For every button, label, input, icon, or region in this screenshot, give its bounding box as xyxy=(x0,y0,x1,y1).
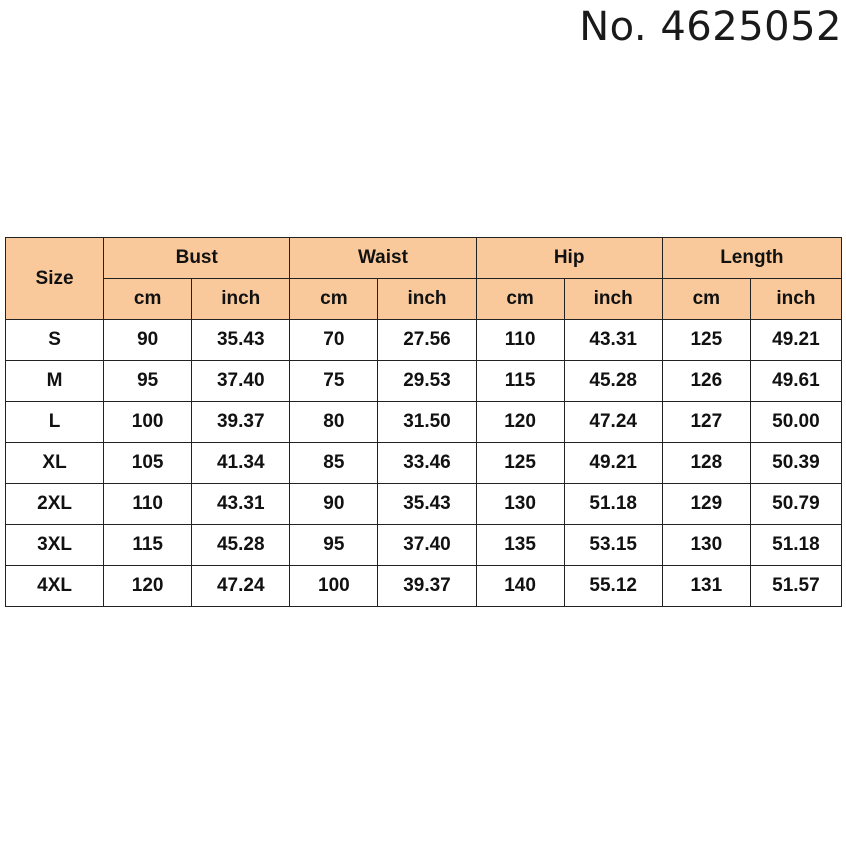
table-cell: 27.56 xyxy=(378,320,476,361)
table-row xyxy=(6,443,842,484)
table-cell: 127 xyxy=(662,402,750,443)
table-cell: 37.40 xyxy=(192,361,290,402)
table-cell: 105 xyxy=(104,443,192,484)
table-cell: 35.43 xyxy=(192,320,290,361)
table-cell: 70 xyxy=(290,320,378,361)
table-cell: 45.28 xyxy=(192,525,290,566)
table-cell: 31.50 xyxy=(378,402,476,443)
table-cell: 50.39 xyxy=(750,443,841,484)
table-row xyxy=(6,566,842,607)
group-header-length: Length xyxy=(662,238,841,279)
product-number: No. 4625052 xyxy=(579,4,842,50)
table-cell: 85 xyxy=(290,443,378,484)
group-header-waist: Waist xyxy=(290,238,476,279)
table-cell: 131 xyxy=(662,566,750,607)
header-row-units xyxy=(6,279,842,320)
table-cell: 80 xyxy=(290,402,378,443)
unit-header: inch xyxy=(750,279,841,320)
table-cell: 100 xyxy=(104,402,192,443)
unit-header: cm xyxy=(662,279,750,320)
table-cell: 29.53 xyxy=(378,361,476,402)
table-cell: 55.12 xyxy=(564,566,662,607)
table-cell: 120 xyxy=(104,566,192,607)
table-cell: 47.24 xyxy=(192,566,290,607)
table-cell: 100 xyxy=(290,566,378,607)
size-header: Size xyxy=(6,238,104,320)
size-cell: L xyxy=(6,402,104,443)
table-cell: 47.24 xyxy=(564,402,662,443)
size-cell: M xyxy=(6,361,104,402)
unit-header: inch xyxy=(378,279,476,320)
table-cell: 135 xyxy=(476,525,564,566)
table-cell: 125 xyxy=(662,320,750,361)
table-cell: 130 xyxy=(662,525,750,566)
table-cell: 90 xyxy=(290,484,378,525)
size-cell: S xyxy=(6,320,104,361)
table-cell: 51.18 xyxy=(750,525,841,566)
table-cell: 49.61 xyxy=(750,361,841,402)
table-cell: 39.37 xyxy=(192,402,290,443)
table-cell: 128 xyxy=(662,443,750,484)
table-cell: 51.57 xyxy=(750,566,841,607)
size-cell: XL xyxy=(6,443,104,484)
unit-header: inch xyxy=(192,279,290,320)
group-header-hip: Hip xyxy=(476,238,662,279)
table-cell: 125 xyxy=(476,443,564,484)
size-chart-table xyxy=(5,237,842,607)
header-row-groups xyxy=(6,238,842,279)
unit-header: inch xyxy=(564,279,662,320)
table-cell: 45.28 xyxy=(564,361,662,402)
table-cell: 115 xyxy=(104,525,192,566)
group-header-bust: Bust xyxy=(104,238,290,279)
size-cell: 4XL xyxy=(6,566,104,607)
table-cell: 75 xyxy=(290,361,378,402)
table-cell: 49.21 xyxy=(564,443,662,484)
table-cell: 115 xyxy=(476,361,564,402)
table-row xyxy=(6,402,842,443)
table-cell: 120 xyxy=(476,402,564,443)
table-cell: 39.37 xyxy=(378,566,476,607)
table-cell: 37.40 xyxy=(378,525,476,566)
table-cell: 35.43 xyxy=(378,484,476,525)
table-cell: 50.00 xyxy=(750,402,841,443)
table-row xyxy=(6,320,842,361)
table-cell: 140 xyxy=(476,566,564,607)
table-cell: 43.31 xyxy=(192,484,290,525)
table-row xyxy=(6,484,842,525)
table-row xyxy=(6,525,842,566)
table-cell: 49.21 xyxy=(750,320,841,361)
table-cell: 126 xyxy=(662,361,750,402)
unit-header: cm xyxy=(104,279,192,320)
table-cell: 43.31 xyxy=(564,320,662,361)
size-table-body xyxy=(6,320,842,607)
table-cell: 110 xyxy=(476,320,564,361)
table-cell: 95 xyxy=(104,361,192,402)
table-row xyxy=(6,361,842,402)
table-cell: 33.46 xyxy=(378,443,476,484)
size-cell: 2XL xyxy=(6,484,104,525)
table-cell: 50.79 xyxy=(750,484,841,525)
size-cell: 3XL xyxy=(6,525,104,566)
table-cell: 51.18 xyxy=(564,484,662,525)
table-cell: 53.15 xyxy=(564,525,662,566)
table-cell: 90 xyxy=(104,320,192,361)
table-cell: 41.34 xyxy=(192,443,290,484)
table-cell: 110 xyxy=(104,484,192,525)
unit-header: cm xyxy=(290,279,378,320)
table-cell: 95 xyxy=(290,525,378,566)
table-cell: 129 xyxy=(662,484,750,525)
table-cell: 130 xyxy=(476,484,564,525)
unit-header: cm xyxy=(476,279,564,320)
